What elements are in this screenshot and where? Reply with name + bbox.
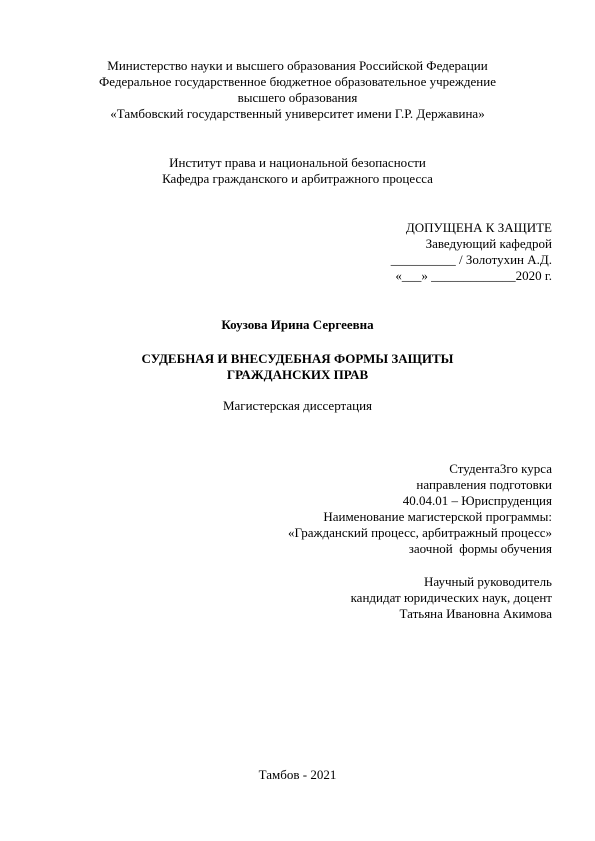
work-type-block [0,398,595,414]
work-title-block [0,351,595,383]
student-info-block [288,461,552,557]
department-block [0,155,595,187]
city-year: Тамбов - 2021 [258,767,337,782]
ministry-name: Министерство науки и высшего образования Российской Федерации [107,58,488,73]
chair-name: Кафедра гражданского и арбитражного процесса [162,171,433,186]
supervisor-label: Научный руководитель [423,574,552,589]
header-block [0,58,595,122]
program-name: «Гражданский процесс, арбитражный процесс» [288,525,552,540]
study-form: заочной формы обучения [408,541,552,556]
author-name: Коузова Ирина Сергеевна [221,317,374,332]
work-title-line2: ГРАЖДАНСКИХ ПРАВ [226,367,369,382]
work-type: Магистерская диссертация [222,398,373,413]
institute-name: Институт права и национальной безопасности [169,155,426,170]
supervisor-degree: кандидат юридических наук, доцент [350,590,552,605]
approval-status: ДОПУЩЕНА К ЗАЩИТЕ [405,220,552,235]
supervisor-name: Татьяна Ивановна Акимова [399,606,552,621]
supervisor-block [351,574,552,622]
approval-signature-line: __________ / Золотухин А.Д. [390,252,552,267]
program-label: Наименование магистерской программы: [323,509,552,524]
direction-code: 40.04.01 – Юриспруденция [402,493,552,508]
approval-position: Заведующий кафедрой [425,236,552,251]
work-title-line1: СУДЕБНАЯ И ВНЕСУДЕБНАЯ ФОРМЫ ЗАЩИТЫ [141,351,454,366]
direction-label: направления подготовки [416,477,552,492]
university-name: «Тамбовский государственный университет имени Г.Р. Державина» [110,106,485,121]
student-course: Студента3го курса [449,461,552,476]
education-level: высшего образования [237,90,358,105]
institution-type: Федеральное государственное бюджетное образовательное учреждение [99,74,496,89]
author-block [0,317,595,333]
footer-block [0,767,595,783]
approval-date-line: «___» _____________2020 г. [395,268,552,283]
approval-block [391,220,552,284]
